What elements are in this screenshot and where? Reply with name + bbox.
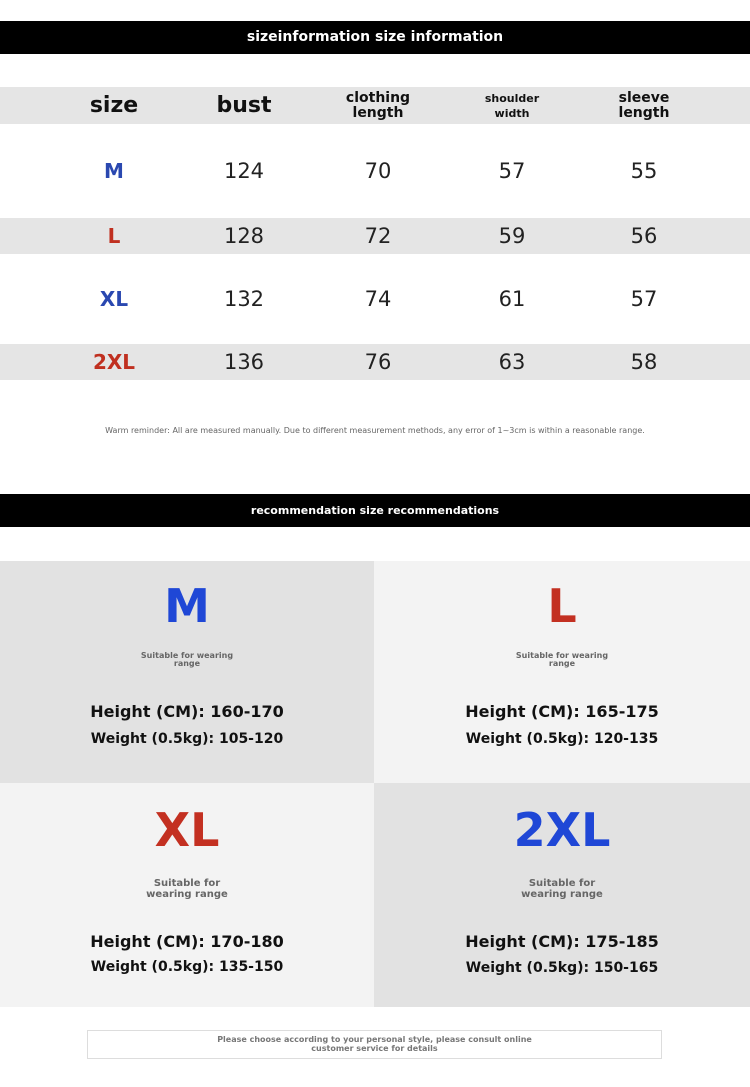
size-information-banner: sizeinformation size information: [0, 21, 750, 54]
size-card-l: [374, 561, 750, 783]
table-row: [0, 124, 750, 218]
shoulder-value: 59: [498, 224, 526, 248]
shoulder-value: 63: [498, 350, 526, 374]
header-sleeve-length: sleeve length: [618, 89, 670, 121]
table-row: [0, 344, 750, 380]
header-shoulder-width: shoulder width: [484, 91, 540, 120]
measurement-reminder: Warm reminder: All are measured manually. Due to different measurement methods, any error of 1~3cm is within a reasonable range.: [105, 426, 645, 435]
card-size-label: XL: [154, 803, 220, 857]
bust-value: 124: [223, 159, 265, 183]
shoulder-value: 61: [498, 287, 526, 311]
header-clothing-length: clothing length: [345, 89, 411, 121]
table-row: [0, 218, 750, 254]
table-header-row: [0, 87, 750, 124]
card-size-label: L: [547, 579, 577, 633]
footer-note: Please choose according to your personal style, please consult online customer service for details: [87, 1030, 662, 1059]
card-size-label: 2XL: [513, 803, 611, 857]
card-height: Height (CM): 165-175: [465, 702, 659, 721]
card-suitable-text: Suitable for wearing range: [521, 878, 603, 900]
size-label: L: [107, 224, 121, 248]
bust-value: 132: [223, 287, 265, 311]
size-card-m: [0, 561, 374, 783]
size-recommendation-banner: recommendation size recommendations: [0, 494, 750, 527]
size-label: 2XL: [92, 350, 136, 374]
sleeve-value: 55: [630, 159, 658, 183]
card-height: Height (CM): 170-180: [90, 932, 284, 951]
bust-value: 128: [223, 224, 265, 248]
length-value: 70: [364, 159, 392, 183]
length-value: 74: [364, 287, 392, 311]
table-row: [0, 254, 750, 344]
header-bust: bust: [216, 93, 272, 118]
card-suitable-text: Suitable for wearing range: [146, 878, 228, 900]
header-size: size: [89, 93, 139, 118]
shoulder-value: 57: [498, 159, 526, 183]
card-height: Height (CM): 175-185: [465, 932, 659, 951]
sleeve-value: 56: [630, 224, 658, 248]
card-suitable-text: Suitable for wearing range: [140, 651, 234, 668]
length-value: 76: [364, 350, 392, 374]
card-height: Height (CM): 160-170: [90, 702, 284, 721]
card-weight: Weight (0.5kg): 120-135: [465, 731, 659, 747]
card-size-label: M: [164, 579, 210, 633]
size-label: M: [104, 159, 124, 183]
card-weight: Weight (0.5kg): 105-120: [90, 731, 284, 747]
card-suitable-text: Suitable for wearing range: [515, 651, 609, 668]
sleeve-value: 58: [630, 350, 658, 374]
size-card-2xl: [374, 783, 750, 1007]
size-label: XL: [99, 287, 129, 311]
size-card-xl: [0, 783, 374, 1007]
bust-value: 136: [223, 350, 265, 374]
card-weight: Weight (0.5kg): 135-150: [90, 959, 284, 975]
sleeve-value: 57: [630, 287, 658, 311]
length-value: 72: [364, 224, 392, 248]
card-weight: Weight (0.5kg): 150-165: [465, 960, 659, 976]
